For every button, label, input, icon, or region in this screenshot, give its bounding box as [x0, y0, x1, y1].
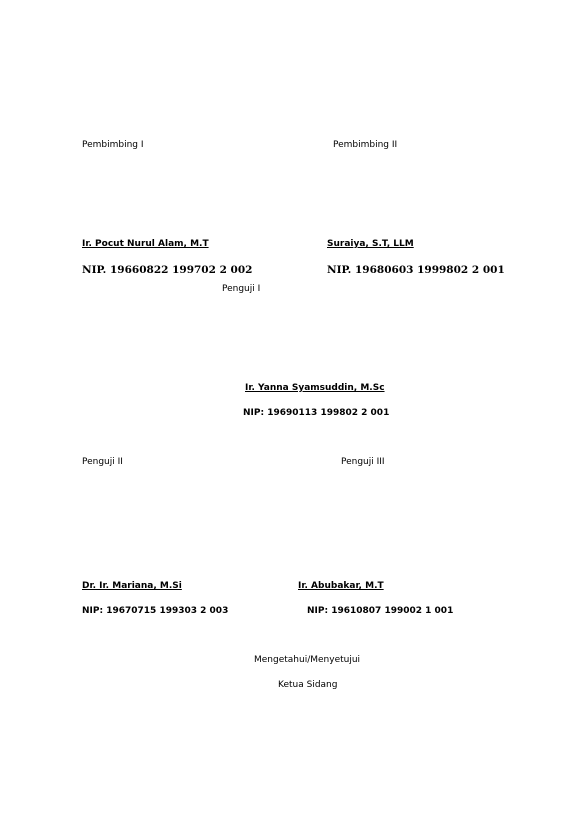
examiner1-role: Penguji I: [222, 284, 261, 294]
examiner3-name: Ir. Abubakar, M.T: [298, 581, 384, 591]
examiner2-name: Dr. Ir. Mariana, M.Si: [82, 581, 182, 591]
advisor2-role: Pembimbing II: [333, 140, 398, 150]
chair-role: Ketua Sidang: [278, 680, 338, 690]
examiner3-nip: NIP: 19610807 199002 1 001: [307, 606, 454, 616]
advisor1-name: Ir. Pocut Nurul Alam, M.T: [82, 239, 209, 249]
approval-label: Mengetahui/Menyetujui: [254, 655, 361, 665]
examiner3-role: Penguji III: [341, 457, 385, 467]
advisor1-role: Pembimbing I: [82, 140, 144, 150]
advisor1-nip: NIP. 19660822 199702 2 002: [82, 264, 253, 276]
examiner2-nip: NIP: 19670715 199303 2 003: [82, 606, 229, 616]
advisor2-nip: NIP. 19680603 1999802 2 001: [327, 264, 505, 276]
advisor2-name: Suraiya, S.T, LLM: [327, 239, 414, 249]
examiner1-name: Ir. Yanna Syamsuddin, M.Sc: [245, 383, 385, 393]
examiner2-role: Penguji II: [82, 457, 123, 467]
examiner1-nip: NIP: 19690113 199802 2 001: [243, 408, 390, 418]
